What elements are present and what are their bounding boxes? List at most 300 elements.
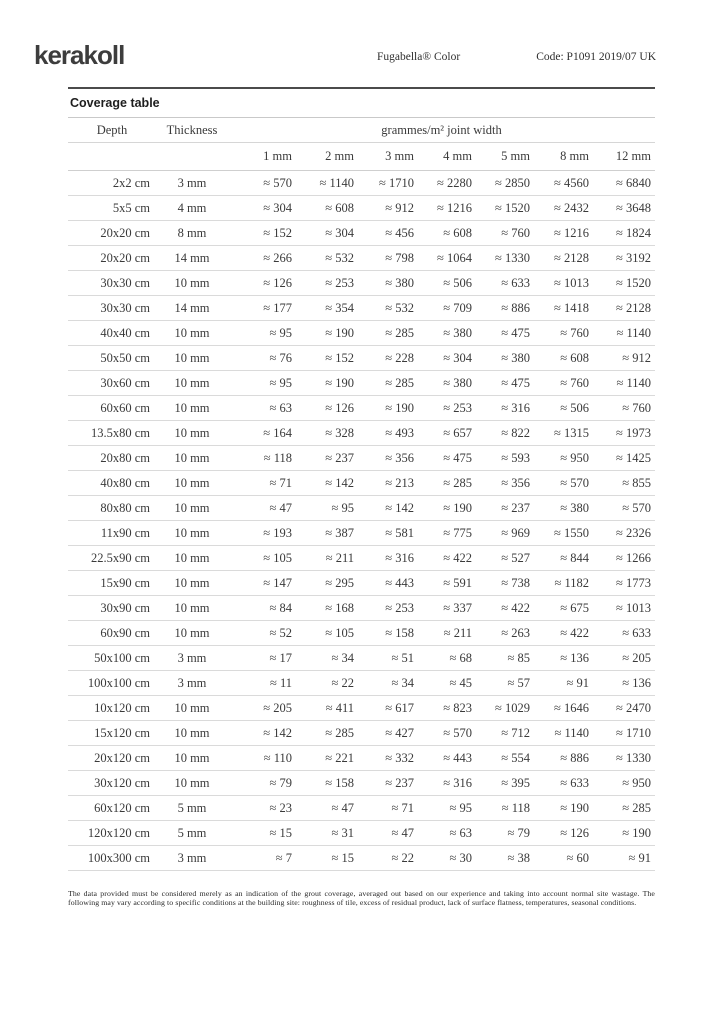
depth-cell: 13.5x80 cm (90, 426, 150, 440)
coverage-value-cell: ≈ 422 (560, 626, 589, 640)
depth-cell: 50x50 cm (100, 351, 150, 365)
coverage-value-cell: ≈ 1029 (495, 701, 530, 715)
coverage-value-cell: ≈ 91 (628, 851, 651, 865)
depth-cell: 30x60 cm (100, 376, 150, 390)
thickness-cell: 14 mm (174, 251, 210, 265)
coverage-value-cell: ≈ 633 (622, 626, 651, 640)
coverage-value-cell: ≈ 84 (269, 601, 292, 615)
depth-cell: 5x5 cm (112, 201, 150, 215)
coverage-value-cell: ≈ 285 (443, 476, 472, 490)
coverage-value-cell: ≈ 142 (263, 726, 292, 740)
coverage-value-cell: ≈ 71 (391, 801, 414, 815)
thickness-cell: 3 mm (177, 851, 207, 865)
header-spacer (68, 143, 156, 171)
coverage-value-cell: ≈ 2280 (437, 176, 472, 190)
coverage-value-cell: ≈ 295 (325, 576, 354, 590)
coverage-value-cell: ≈ 76 (269, 351, 292, 365)
coverage-value-cell: ≈ 52 (269, 626, 292, 640)
coverage-value-cell: ≈ 1315 (554, 426, 589, 440)
coverage-value-cell: ≈ 1013 (554, 276, 589, 290)
coverage-value-cell: ≈ 886 (501, 301, 530, 315)
coverage-value-cell: ≈ 2850 (495, 176, 530, 190)
depth-cell: 20x20 cm (100, 226, 150, 240)
coverage-value-cell: ≈ 105 (263, 551, 292, 565)
table-row (68, 771, 655, 796)
coverage-value-cell: ≈ 152 (263, 226, 292, 240)
thickness-cell: 10 mm (174, 276, 210, 290)
coverage-value-cell: ≈ 886 (560, 751, 589, 765)
thickness-cell: 3 mm (177, 651, 207, 665)
coverage-value-cell: ≈ 570 (443, 726, 472, 740)
coverage-value-cell: ≈ 1140 (319, 176, 354, 190)
coverage-value-cell: ≈ 855 (622, 476, 651, 490)
coverage-value-cell: ≈ 136 (560, 651, 589, 665)
table-row (68, 571, 655, 596)
coverage-value-cell: ≈ 4560 (554, 176, 589, 190)
coverage-value-cell: ≈ 213 (385, 476, 414, 490)
depth-cell: 60x60 cm (100, 401, 150, 415)
coverage-value-cell: ≈ 22 (391, 851, 414, 865)
table-row (68, 171, 655, 196)
thickness-cell: 10 mm (174, 576, 210, 590)
coverage-value-cell: ≈ 1182 (554, 576, 589, 590)
coverage-value-cell: ≈ 71 (269, 476, 292, 490)
coverage-value-cell: ≈ 118 (263, 451, 292, 465)
coverage-value-cell: ≈ 475 (443, 451, 472, 465)
table-row (68, 196, 655, 221)
kerakoll-logo: kerakoll (34, 40, 125, 70)
coverage-value-cell: ≈ 34 (391, 676, 414, 690)
coverage-value-cell: ≈ 422 (443, 551, 472, 565)
coverage-value-cell: ≈ 190 (325, 326, 354, 340)
coverage-value-cell: ≈ 570 (263, 176, 292, 190)
coverage-value-cell: ≈ 23 (269, 801, 292, 815)
coverage-value-cell: ≈ 443 (385, 576, 414, 590)
coverage-value-cell: ≈ 969 (501, 526, 530, 540)
coverage-value-cell: ≈ 211 (443, 626, 472, 640)
coverage-value-cell: ≈ 47 (331, 801, 354, 815)
depth-cell: 20x120 cm (94, 751, 150, 765)
coverage-value-cell: ≈ 760 (560, 326, 589, 340)
coverage-value-cell: ≈ 45 (449, 676, 472, 690)
coverage-value-cell: ≈ 190 (622, 826, 651, 840)
depth-cell: 100x300 cm (87, 851, 150, 865)
coverage-value-cell: ≈ 221 (325, 751, 354, 765)
coverage-value-cell: ≈ 950 (622, 776, 651, 790)
coverage-value-cell: ≈ 190 (325, 376, 354, 390)
coverage-value-cell: ≈ 1064 (437, 251, 472, 265)
coverage-value-cell: ≈ 912 (622, 351, 651, 365)
coverage-value-cell: ≈ 1520 (495, 201, 530, 215)
thickness-cell: 10 mm (174, 376, 210, 390)
coverage-value-cell: ≈ 193 (263, 526, 292, 540)
coverage-value-cell: ≈ 760 (560, 376, 589, 390)
coverage-value-cell: ≈ 126 (325, 401, 354, 415)
coverage-value-cell: ≈ 633 (560, 776, 589, 790)
coverage-value-cell: ≈ 633 (501, 276, 530, 290)
depth-cell: 60x90 cm (100, 626, 150, 640)
coverage-value-cell: ≈ 30 (449, 851, 472, 865)
coverage-value-cell: ≈ 2326 (616, 526, 651, 540)
coverage-value-cell: ≈ 95 (449, 801, 472, 815)
coverage-value-cell: ≈ 15 (331, 851, 354, 865)
table-row (68, 821, 655, 846)
coverage-value-cell: ≈ 1418 (554, 301, 589, 315)
coverage-value-cell: ≈ 79 (507, 826, 530, 840)
coverage-value-cell: ≈ 950 (560, 451, 589, 465)
coverage-value-cell: ≈ 142 (325, 476, 354, 490)
thickness-column-header: Thickness (156, 118, 228, 143)
coverage-value-cell: ≈ 105 (325, 626, 354, 640)
coverage-value-cell: ≈ 47 (269, 501, 292, 515)
coverage-value-cell: ≈ 237 (501, 501, 530, 515)
thickness-cell: 10 mm (174, 401, 210, 415)
coverage-value-cell: ≈ 1973 (616, 426, 651, 440)
coverage-value-cell: ≈ 380 (443, 376, 472, 390)
thickness-cell: 10 mm (174, 551, 210, 565)
coverage-value-cell: ≈ 85 (507, 651, 530, 665)
coverage-value-cell: ≈ 285 (622, 801, 651, 815)
coverage-value-cell: ≈ 205 (263, 701, 292, 715)
coverage-value-cell: ≈ 237 (325, 451, 354, 465)
coverage-value-cell: ≈ 91 (566, 676, 589, 690)
coverage-value-cell: ≈ 316 (443, 776, 472, 790)
depth-cell: 11x90 cm (100, 526, 150, 540)
joint-width-header-row (68, 143, 655, 171)
coverage-value-cell: ≈ 912 (385, 201, 414, 215)
joint-width-header: 8 mm (534, 143, 593, 171)
coverage-value-cell: ≈ 608 (443, 226, 472, 240)
depth-cell: 15x90 cm (100, 576, 150, 590)
table-row (68, 396, 655, 421)
thickness-cell: 10 mm (174, 326, 210, 340)
coverage-value-cell: ≈ 395 (501, 776, 530, 790)
coverage-value-cell: ≈ 593 (501, 451, 530, 465)
depth-cell: 20x80 cm (100, 451, 150, 465)
depth-cell: 22.5x90 cm (90, 551, 150, 565)
coverage-value-cell: ≈ 6840 (616, 176, 651, 190)
coverage-value-cell: ≈ 190 (385, 401, 414, 415)
thickness-cell: 10 mm (174, 451, 210, 465)
thickness-cell: 10 mm (174, 351, 210, 365)
document-code: Code: P1091 2019/07 UK (536, 51, 656, 63)
coverage-value-cell: ≈ 136 (622, 676, 651, 690)
coverage-value-cell: ≈ 31 (331, 826, 354, 840)
table-row (68, 671, 655, 696)
depth-cell: 20x20 cm (100, 251, 150, 265)
header-spacer (156, 143, 228, 171)
depth-cell: 100x100 cm (87, 676, 150, 690)
coverage-value-cell: ≈ 328 (325, 426, 354, 440)
coverage-value-cell: ≈ 1710 (616, 726, 651, 740)
coverage-value-cell: ≈ 152 (325, 351, 354, 365)
thickness-cell: 5 mm (177, 801, 207, 815)
coverage-value-cell: ≈ 110 (263, 751, 292, 765)
coverage-value-cell: ≈ 68 (449, 651, 472, 665)
coverage-value-cell: ≈ 47 (391, 826, 414, 840)
thickness-cell: 10 mm (174, 726, 210, 740)
depth-cell: 30x30 cm (100, 276, 150, 290)
coverage-value-cell: ≈ 475 (501, 376, 530, 390)
coverage-value-cell: ≈ 177 (263, 301, 292, 315)
coverage-value-cell: ≈ 2470 (616, 701, 651, 715)
coverage-value-cell: ≈ 11 (269, 676, 292, 690)
coverage-value-cell: ≈ 304 (443, 351, 472, 365)
coverage-value-cell: ≈ 1330 (616, 751, 651, 765)
thickness-cell: 10 mm (174, 526, 210, 540)
thickness-cell: 3 mm (177, 176, 207, 190)
coverage-value-cell: ≈ 168 (325, 601, 354, 615)
coverage-value-cell: ≈ 211 (325, 551, 354, 565)
coverage-value-cell: ≈ 95 (331, 501, 354, 515)
coverage-value-cell: ≈ 190 (443, 501, 472, 515)
coverage-value-cell: ≈ 95 (269, 326, 292, 340)
thickness-cell: 3 mm (177, 676, 207, 690)
coverage-value-cell: ≈ 304 (325, 226, 354, 240)
coverage-value-cell: ≈ 506 (443, 276, 472, 290)
coverage-section (68, 87, 655, 871)
coverage-value-cell: ≈ 1216 (437, 201, 472, 215)
table-row (68, 621, 655, 646)
coverage-value-cell: ≈ 1013 (616, 601, 651, 615)
coverage-value-cell: ≈ 126 (263, 276, 292, 290)
joint-width-group-header: grammes/m² joint width (228, 118, 655, 143)
coverage-value-cell: ≈ 1824 (616, 226, 651, 240)
table-row (68, 271, 655, 296)
table-row (68, 546, 655, 571)
coverage-value-cell: ≈ 3648 (616, 201, 651, 215)
coverage-value-cell: ≈ 532 (325, 251, 354, 265)
coverage-value-cell: ≈ 316 (501, 401, 530, 415)
product-title: Fugabella® Color (377, 51, 461, 63)
table-row (68, 471, 655, 496)
table-row (68, 371, 655, 396)
joint-width-header: 4 mm (418, 143, 476, 171)
coverage-value-cell: ≈ 570 (560, 476, 589, 490)
thickness-cell: 10 mm (174, 751, 210, 765)
thickness-cell: 4 mm (177, 201, 207, 215)
coverage-value-cell: ≈ 822 (501, 426, 530, 440)
table-row (68, 796, 655, 821)
depth-cell: 30x120 cm (94, 776, 150, 790)
coverage-value-cell: ≈ 380 (443, 326, 472, 340)
thickness-cell: 10 mm (174, 426, 210, 440)
coverage-value-cell: ≈ 493 (385, 426, 414, 440)
coverage-value-cell: ≈ 38 (507, 851, 530, 865)
table-row (68, 296, 655, 321)
coverage-value-cell: ≈ 7 (275, 851, 292, 865)
table-row (68, 321, 655, 346)
coverage-value-cell: ≈ 253 (325, 276, 354, 290)
depth-column-header: Depth (68, 118, 156, 143)
coverage-value-cell: ≈ 22 (331, 676, 354, 690)
coverage-value-cell: ≈ 51 (391, 651, 414, 665)
coverage-value-cell: ≈ 2128 (554, 251, 589, 265)
coverage-value-cell: ≈ 387 (325, 526, 354, 540)
coverage-value-cell: ≈ 443 (443, 751, 472, 765)
coverage-value-cell: ≈ 142 (385, 501, 414, 515)
coverage-value-cell: ≈ 380 (501, 351, 530, 365)
coverage-value-cell: ≈ 237 (385, 776, 414, 790)
coverage-value-cell: ≈ 253 (385, 601, 414, 615)
coverage-value-cell: ≈ 57 (507, 676, 530, 690)
thickness-cell: 10 mm (174, 626, 210, 640)
coverage-value-cell: ≈ 1140 (554, 726, 589, 740)
table-row (68, 221, 655, 246)
coverage-value-cell: ≈ 760 (501, 226, 530, 240)
coverage-value-cell: ≈ 709 (443, 301, 472, 315)
coverage-value-cell: ≈ 427 (385, 726, 414, 740)
coverage-value-cell: ≈ 1520 (616, 276, 651, 290)
coverage-value-cell: ≈ 158 (325, 776, 354, 790)
thickness-cell: 10 mm (174, 501, 210, 515)
coverage-value-cell: ≈ 164 (263, 426, 292, 440)
coverage-value-cell: ≈ 1330 (495, 251, 530, 265)
table-row (68, 746, 655, 771)
coverage-value-cell: ≈ 1140 (616, 376, 651, 390)
coverage-value-cell: ≈ 422 (501, 601, 530, 615)
depth-cell: 60x120 cm (94, 801, 150, 815)
thickness-cell: 5 mm (177, 826, 207, 840)
coverage-value-cell: ≈ 17 (269, 651, 292, 665)
coverage-value-cell: ≈ 285 (385, 326, 414, 340)
coverage-value-cell: ≈ 126 (560, 826, 589, 840)
thickness-cell: 8 mm (177, 226, 207, 240)
coverage-value-cell: ≈ 738 (501, 576, 530, 590)
coverage-value-cell: ≈ 1266 (616, 551, 651, 565)
coverage-value-cell: ≈ 79 (269, 776, 292, 790)
coverage-table-body (68, 171, 655, 871)
table-row (68, 446, 655, 471)
coverage-value-cell: ≈ 354 (325, 301, 354, 315)
coverage-value-cell: ≈ 844 (560, 551, 589, 565)
coverage-value-cell: ≈ 608 (560, 351, 589, 365)
table-row (68, 646, 655, 671)
coverage-value-cell: ≈ 3192 (616, 251, 651, 265)
depth-cell: 30x30 cm (100, 301, 150, 315)
coverage-value-cell: ≈ 591 (443, 576, 472, 590)
depth-cell: 30x90 cm (100, 601, 150, 615)
table-row (68, 421, 655, 446)
coverage-value-cell: ≈ 285 (325, 726, 354, 740)
coverage-value-cell: ≈ 34 (331, 651, 354, 665)
coverage-value-cell: ≈ 304 (263, 201, 292, 215)
coverage-value-cell: ≈ 158 (385, 626, 414, 640)
coverage-value-cell: ≈ 617 (385, 701, 414, 715)
coverage-value-cell: ≈ 798 (385, 251, 414, 265)
coverage-value-cell: ≈ 118 (501, 801, 530, 815)
coverage-value-cell: ≈ 285 (385, 376, 414, 390)
joint-width-header: 12 mm (593, 143, 655, 171)
joint-width-header: 3 mm (358, 143, 418, 171)
depth-cell: 2x2 cm (112, 176, 150, 190)
thickness-cell: 14 mm (174, 301, 210, 315)
coverage-value-cell: ≈ 775 (443, 526, 472, 540)
joint-width-header: 5 mm (476, 143, 534, 171)
depth-cell: 15x120 cm (94, 726, 150, 740)
table-row (68, 246, 655, 271)
table-row (68, 596, 655, 621)
coverage-value-cell: ≈ 760 (622, 401, 651, 415)
depth-cell: 120x120 cm (87, 826, 150, 840)
coverage-value-cell: ≈ 675 (560, 601, 589, 615)
depth-cell: 40x40 cm (100, 326, 150, 340)
coverage-value-cell: ≈ 1710 (379, 176, 414, 190)
coverage-value-cell: ≈ 532 (385, 301, 414, 315)
coverage-value-cell: ≈ 380 (560, 501, 589, 515)
coverage-value-cell: ≈ 60 (566, 851, 589, 865)
depth-cell: 40x80 cm (100, 476, 150, 490)
coverage-value-cell: ≈ 456 (385, 226, 414, 240)
coverage-value-cell: ≈ 506 (560, 401, 589, 415)
coverage-value-cell: ≈ 380 (385, 276, 414, 290)
coverage-value-cell: ≈ 1773 (616, 576, 651, 590)
joint-width-header: 1 mm (228, 143, 296, 171)
thickness-cell: 10 mm (174, 776, 210, 790)
coverage-value-cell: ≈ 1140 (616, 326, 651, 340)
coverage-value-cell: ≈ 657 (443, 426, 472, 440)
coverage-value-cell: ≈ 15 (269, 826, 292, 840)
coverage-value-cell: ≈ 2128 (616, 301, 651, 315)
coverage-value-cell: ≈ 228 (385, 351, 414, 365)
coverage-value-cell: ≈ 1425 (616, 451, 651, 465)
thickness-cell: 10 mm (174, 601, 210, 615)
coverage-value-cell: ≈ 147 (263, 576, 292, 590)
coverage-value-cell: ≈ 1646 (554, 701, 589, 715)
coverage-value-cell: ≈ 205 (622, 651, 651, 665)
coverage-value-cell: ≈ 95 (269, 376, 292, 390)
footnote: The data provided must be considered merely as an indication of the grout coverage, averaged out based on our experience and taking into account normal site wastage. The following may vary according to specific conditions at the building site: roughness of tile, excess of residual product, lack of surface flatness, temperatures, seasonal conditions. (68, 888, 655, 908)
coverage-table (68, 118, 655, 871)
table-row (68, 346, 655, 371)
coverage-value-cell: ≈ 63 (449, 826, 472, 840)
coverage-value-cell: ≈ 581 (385, 526, 414, 540)
coverage-value-cell: ≈ 316 (385, 551, 414, 565)
coverage-value-cell: ≈ 823 (443, 701, 472, 715)
coverage-value-cell: ≈ 190 (560, 801, 589, 815)
depth-cell: 80x80 cm (100, 501, 150, 515)
coverage-value-cell: ≈ 332 (385, 751, 414, 765)
coverage-value-cell: ≈ 570 (622, 501, 651, 515)
coverage-value-cell: ≈ 337 (443, 601, 472, 615)
coverage-value-cell: ≈ 411 (325, 701, 354, 715)
coverage-value-cell: ≈ 1216 (554, 226, 589, 240)
depth-cell: 50x100 cm (94, 651, 150, 665)
coverage-value-cell: ≈ 356 (501, 476, 530, 490)
depth-cell: 10x120 cm (94, 701, 150, 715)
coverage-value-cell: ≈ 475 (501, 326, 530, 340)
coverage-value-cell: ≈ 1550 (554, 526, 589, 540)
coverage-value-cell: ≈ 263 (501, 626, 530, 640)
coverage-value-cell: ≈ 356 (385, 451, 414, 465)
coverage-value-cell: ≈ 712 (501, 726, 530, 740)
table-row (68, 521, 655, 546)
joint-width-header: 2 mm (296, 143, 358, 171)
coverage-value-cell: ≈ 266 (263, 251, 292, 265)
table-row (68, 846, 655, 871)
coverage-value-cell: ≈ 608 (325, 201, 354, 215)
thickness-cell: 10 mm (174, 701, 210, 715)
coverage-value-cell: ≈ 253 (443, 401, 472, 415)
coverage-value-cell: ≈ 63 (269, 401, 292, 415)
coverage-value-cell: ≈ 2432 (554, 201, 589, 215)
table-header-row (68, 118, 655, 143)
thickness-cell: 10 mm (174, 476, 210, 490)
coverage-value-cell: ≈ 554 (501, 751, 530, 765)
coverage-value-cell: ≈ 527 (501, 551, 530, 565)
coverage-table-title: Coverage table (68, 89, 655, 118)
table-row (68, 696, 655, 721)
